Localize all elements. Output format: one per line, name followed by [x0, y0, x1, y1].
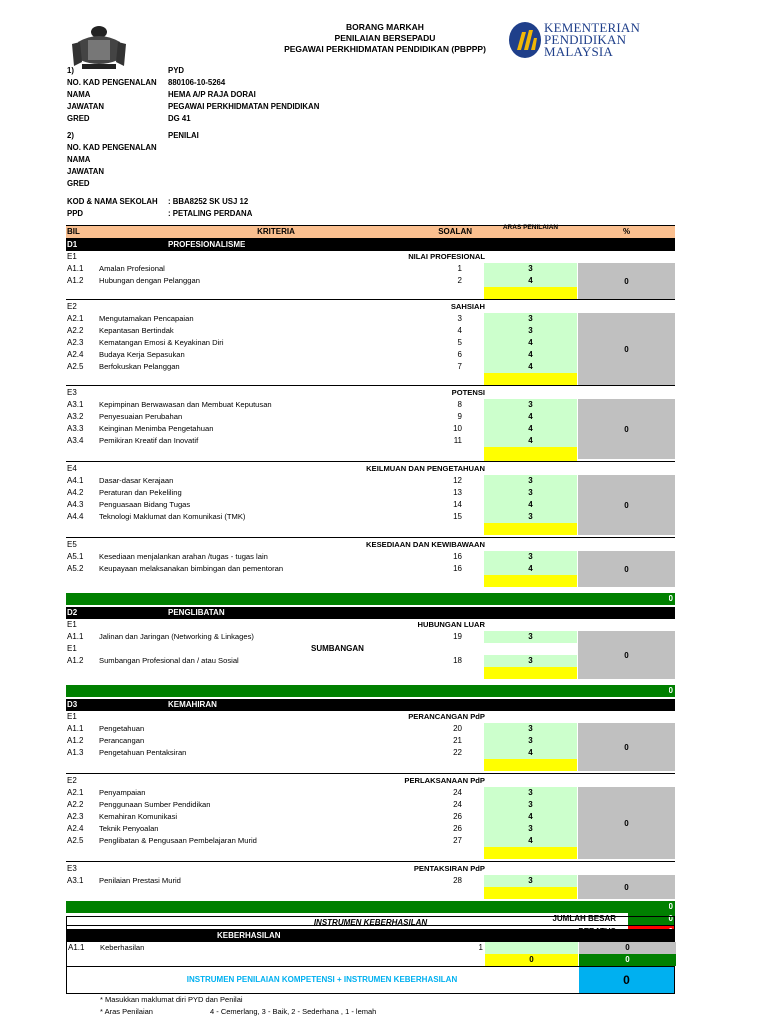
- subsection-percent: 0: [578, 263, 675, 299]
- row-question: 3: [457, 314, 462, 323]
- subsection-percent: 0: [578, 875, 675, 899]
- pyd-number: 1): [67, 66, 74, 75]
- row-question: 1: [478, 943, 483, 952]
- logo-text-1: KEMENTERIAN: [544, 20, 641, 35]
- row-bil: A1.1: [68, 943, 85, 952]
- penilai-role: PENILAI: [168, 131, 199, 140]
- row-question: 13: [453, 488, 462, 497]
- d3-total-row: [66, 901, 675, 913]
- row-question: 7: [457, 362, 462, 371]
- col-kriteria: KRITERIA: [257, 227, 295, 236]
- subsection-code: E1: [67, 252, 77, 261]
- row-criteria: Pemikiran Kreatif dan Inovatif: [99, 436, 199, 445]
- row-score-input[interactable]: 3: [484, 875, 577, 887]
- row-question: 8: [457, 400, 462, 409]
- subsection-code: E2: [67, 302, 77, 311]
- row-criteria: Berfokuskan Pelanggan: [99, 362, 180, 371]
- d2-total-row: [66, 685, 675, 697]
- row-question: 5: [457, 338, 462, 347]
- row-score-input[interactable]: 3: [484, 487, 577, 499]
- section-d3-row: [66, 699, 675, 711]
- score-table: [66, 225, 675, 938]
- d1-e1-block: [66, 251, 675, 299]
- subtotal-cell: [484, 373, 577, 385]
- subsection-percent: 0: [578, 399, 675, 459]
- section-code: D3: [67, 700, 78, 709]
- subtotal-cell: [484, 287, 577, 299]
- d1-total-value: 0: [668, 594, 673, 603]
- row-criteria: Kematangan Emosi & Keyakinan Diri: [99, 338, 224, 347]
- table-header-row: [66, 225, 675, 239]
- row-bil: A4.3: [67, 500, 84, 509]
- row-bil: A2.2: [67, 326, 84, 335]
- note-2: * Aras Penilaian: [100, 1007, 153, 1016]
- keberhasilan-title: INSTRUMEN KEBERHASILAN: [67, 917, 674, 930]
- row-score-input[interactable]: 4: [484, 337, 577, 349]
- keberhasilan-subtotal-row: [67, 954, 674, 966]
- row-question: 12: [453, 476, 462, 485]
- row-criteria: Penyampaian: [99, 788, 146, 797]
- row-score-input[interactable]: 3: [484, 787, 577, 799]
- row-bil: A2.1: [67, 314, 84, 323]
- keberhasilan-section-row: [67, 930, 674, 942]
- row-question: 6: [457, 350, 462, 359]
- ppd-value[interactable]: : PETALING PERDANA: [168, 209, 253, 218]
- row-score-input[interactable]: 4: [484, 275, 577, 287]
- form-subtitle: PENILAIAN BERSEPADU: [334, 33, 436, 43]
- row-criteria: Kesediaan menjalankan arahan /tugas - tugas lain: [99, 552, 268, 561]
- row-criteria: Penggunaan Sumber Pendidikan: [99, 800, 211, 809]
- pyd-post-label: JAWATAN: [67, 102, 104, 111]
- row-bil: A3.1: [67, 876, 84, 885]
- row-score-input[interactable]: 3: [484, 399, 577, 411]
- penilai-name-label: NAMA: [67, 155, 91, 164]
- row-bil: A3.1: [67, 400, 84, 409]
- row-bil: A1.2: [67, 276, 84, 285]
- row-score-input[interactable]: 3: [484, 551, 577, 563]
- row-score-input[interactable]: 3: [484, 823, 577, 835]
- subsection-title: PERANCANGAN PdP: [408, 712, 485, 721]
- row-bil: A1.1: [67, 264, 84, 273]
- note-3: 4 - Cemerlang, 3 - Baik, 2 - Sederhana , 1 - lemah: [210, 1007, 377, 1016]
- subsection-code: E1: [67, 620, 77, 629]
- pyd-ic-value[interactable]: 880106-10-5264: [168, 78, 226, 87]
- subsection-title: SAHSIAH: [450, 302, 485, 311]
- pyd-grade-value[interactable]: DG 41: [168, 114, 191, 123]
- row-question: 21: [453, 736, 462, 745]
- note-1: * Masukkan maklumat diri PYD dan Penilai: [100, 995, 243, 1004]
- keberhasilan-yellow: 0: [485, 954, 578, 966]
- subtotal-cell: [484, 847, 577, 859]
- subsection-percent: 0: [578, 787, 675, 859]
- notes: [100, 994, 377, 1018]
- row-bil: A2.1: [67, 788, 84, 797]
- row-bil: A4.1: [67, 476, 84, 485]
- row-score-input[interactable]: 3: [484, 799, 577, 811]
- row-score-input[interactable]: 4: [484, 563, 577, 575]
- row-score-input[interactable]: 4: [484, 499, 577, 511]
- subsection-title: SUMBANGAN: [311, 644, 364, 653]
- row-criteria: Kepantasan Bertindak: [99, 326, 174, 335]
- subsection-title: KESEDIAAN DAN KEWIBAWAAN: [366, 540, 485, 549]
- row-score-input[interactable]: 4: [484, 747, 577, 759]
- row-score-input[interactable]: 3: [484, 735, 577, 747]
- row-criteria: Hubungan dengan Pelanggan: [99, 276, 200, 285]
- row-bil: A2.3: [67, 812, 84, 821]
- subsection-percent: 0: [578, 313, 675, 385]
- row-criteria: Kepimpinan Berwawasan dan Membuat Keputusan: [99, 400, 272, 409]
- penilai-number: 2): [67, 131, 74, 140]
- row-question: 22: [453, 748, 462, 757]
- d1-e4-block: [66, 463, 675, 535]
- section-title: PENGLIBATAN: [168, 608, 225, 617]
- row-score-input[interactable]: 3: [484, 655, 577, 667]
- subtotal-cell: [484, 447, 577, 461]
- row-bil: A2.5: [67, 836, 84, 845]
- d1-e3-block: [66, 387, 675, 459]
- row-question: 15: [453, 512, 462, 521]
- combined-row: [67, 966, 674, 993]
- row-question: 16: [453, 564, 462, 573]
- row-bil: A3.3: [67, 424, 84, 433]
- section-title: KEMAHIRAN: [168, 700, 217, 709]
- keberhasilan-value: 0: [579, 942, 676, 954]
- subsection-code: E4: [67, 464, 77, 473]
- d2-total-value: 0: [668, 686, 673, 695]
- subsection-title: HUBUNGAN LUAR: [417, 620, 485, 629]
- pyd-name-label: NAMA: [67, 90, 91, 99]
- ppd-label: PPD: [67, 209, 84, 218]
- subtotal-cell: [484, 667, 577, 679]
- subsection-title: PERLAKSANAAN PdP: [404, 776, 485, 785]
- subsection-code: E3: [67, 388, 77, 397]
- row-criteria: Perancangan: [99, 736, 145, 745]
- pyd-ic-label: NO. KAD PENGENALAN: [67, 78, 157, 87]
- row-bil: A1.2: [67, 656, 84, 665]
- row-score-input[interactable]: 3: [484, 325, 577, 337]
- penilai-post-label: JAWATAN: [67, 167, 104, 176]
- row-score-input[interactable]: 3: [484, 723, 577, 735]
- school-label: KOD & NAMA SEKOLAH: [67, 197, 158, 206]
- subsection-percent: 0: [578, 723, 675, 771]
- d1-e5-block: [66, 539, 675, 587]
- section-title: PROFESIONALISME: [168, 240, 246, 249]
- col-soalan: SOALAN: [438, 227, 472, 236]
- row-question: 11: [453, 436, 462, 445]
- row-question: 20: [453, 724, 462, 733]
- form-subtitle-2: PEGAWAI PERKHIDMATAN PENDIDIKAN (PBPPP): [284, 44, 486, 54]
- row-criteria: Kemahiran Komunikasi: [99, 812, 178, 821]
- grand-total-label: JUMLAH BESAR: [552, 914, 616, 923]
- row-bil: A1.1: [67, 632, 84, 641]
- row-bil: A2.4: [67, 824, 84, 833]
- d3-e3-block: [66, 863, 675, 899]
- form-title: BORANG MARKAH: [346, 22, 424, 32]
- row-bil: A5.1: [67, 552, 84, 561]
- table-row: [67, 942, 674, 954]
- divider: [66, 537, 675, 538]
- row-criteria: Keupayaan melaksanakan bimbingan dan pementoran: [99, 564, 284, 573]
- keberhasilan-table: [66, 916, 675, 994]
- row-criteria: Peraturan dan Pekeliling: [99, 488, 182, 497]
- row-criteria: Penglibatan & Pengusaan Pembelajaran Murid: [99, 836, 257, 845]
- row-question: 16: [453, 552, 462, 561]
- pyd-grade-label: GRED: [67, 114, 90, 123]
- kpm-emblem-icon: [508, 20, 542, 60]
- row-criteria: Penyesuaian Perubahan: [99, 412, 183, 421]
- row-bil: A3.2: [67, 412, 84, 421]
- row-score-input[interactable]: 3: [484, 475, 577, 487]
- subsection-title: KEILMUAN DAN PENGETAHUAN: [366, 464, 485, 473]
- row-bil: A2.4: [67, 350, 84, 359]
- combined-label: INSTRUMEN PENILAIAN KOMPETENSI + INSTRUMEN KEBERHASILAN: [186, 975, 458, 984]
- subtotal-cell: [484, 575, 577, 587]
- row-score-input[interactable]: 4: [484, 411, 577, 423]
- row-criteria: Budaya Kerja Sepasukan: [99, 350, 185, 359]
- row-bil: A4.4: [67, 512, 84, 521]
- row-question: 27: [453, 836, 462, 845]
- d2-block: [66, 619, 675, 679]
- row-question: 24: [453, 788, 462, 797]
- subsection-code: E3: [67, 864, 77, 873]
- subsection-title: NILAI PROFESIONAL: [408, 252, 485, 261]
- row-bil: A5.2: [67, 564, 84, 573]
- row-score-input[interactable]: 4: [484, 835, 577, 847]
- row-question: 10: [453, 424, 462, 433]
- row-question: 19: [453, 632, 462, 641]
- logo-text-3: MALAYSIA: [544, 44, 614, 59]
- combined-value: 0: [579, 967, 674, 993]
- row-score-input[interactable]: 4: [484, 811, 577, 823]
- row-question: 14: [453, 500, 462, 509]
- d1-e2-block: [66, 301, 675, 385]
- keberhasilan-input[interactable]: [485, 942, 578, 954]
- subtotal-cell: [484, 759, 577, 771]
- keberhasilan-section: KEBERHASILAN: [217, 931, 281, 940]
- row-bil: A3.4: [67, 436, 84, 445]
- divider: [66, 299, 675, 300]
- row-question: 4: [457, 326, 462, 335]
- row-bil: A2.3: [67, 338, 84, 347]
- row-bil: A2.2: [67, 800, 84, 809]
- col-pct: %: [622, 227, 631, 236]
- row-criteria: Jalinan dan Jaringan (Networking & Linkages): [99, 632, 254, 641]
- row-criteria: Keberhasilan: [100, 943, 145, 952]
- row-bil: A1.2: [67, 736, 84, 745]
- row-score-input[interactable]: 4: [484, 435, 577, 447]
- d3-e1-block: [66, 711, 675, 771]
- section-d2-row: [66, 607, 675, 619]
- grand-total-value: 0: [628, 913, 675, 925]
- school-value[interactable]: : BBA8252 SK USJ 12: [168, 197, 249, 206]
- subsection-code: E5: [67, 540, 77, 549]
- row-score-input[interactable]: 3: [484, 511, 577, 523]
- row-criteria: Teknik Penyoalan: [99, 824, 159, 833]
- d1-total-row: [66, 593, 675, 605]
- row-question: 28: [453, 876, 462, 885]
- section-d1-row: [66, 239, 675, 251]
- malaysia-crest-icon: [68, 22, 130, 72]
- kpm-logo: [508, 20, 648, 62]
- row-bil: A2.5: [67, 362, 84, 371]
- subsection-title: PENTAKSIRAN PdP: [413, 864, 485, 873]
- penilai-ic-label: NO. KAD PENGENALAN: [67, 143, 157, 152]
- row-criteria: Pengetahuan: [99, 724, 145, 733]
- subtotal-cell: [484, 523, 577, 535]
- subsection-percent: 0: [578, 475, 675, 535]
- d3-total-value: 0: [668, 902, 673, 911]
- row-question: 2: [457, 276, 462, 285]
- keberhasilan-green: 0: [579, 954, 676, 966]
- pyd-role: PYD: [168, 66, 185, 75]
- row-question: 24: [453, 800, 462, 809]
- subsection-percent: 0: [578, 631, 675, 679]
- row-criteria: Dasar-dasar Kerajaan: [99, 476, 174, 485]
- row-criteria: Amalan Profesional: [99, 264, 165, 273]
- pyd-name-value[interactable]: HEMA A/P RAJA DORAI: [168, 90, 256, 99]
- row-question: 1: [457, 264, 462, 273]
- row-score-input[interactable]: 3: [484, 631, 577, 643]
- d3-e2-block: [66, 775, 675, 859]
- row-question: 18: [453, 656, 462, 665]
- divider: [66, 773, 675, 774]
- row-criteria: Keinginan Menimba Pengetahuan: [99, 424, 214, 433]
- row-bil: A4.2: [67, 488, 84, 497]
- subsection-code: E1: [67, 644, 77, 653]
- subsection-code: E1: [67, 712, 77, 721]
- logo-text-2: PENDIDIKAN: [544, 32, 627, 47]
- pyd-post-value[interactable]: PEGAWAI PERKHIDMATAN PENDIDIKAN: [168, 102, 320, 111]
- divider: [66, 861, 675, 862]
- divider: [66, 385, 675, 386]
- subsection-title: POTENSI: [451, 388, 485, 397]
- subtotal-cell: [484, 887, 577, 899]
- row-score-input[interactable]: 4: [484, 349, 577, 361]
- row-question: 26: [453, 824, 462, 833]
- row-criteria: Penilaian Prestasi Murid: [99, 876, 181, 885]
- row-score-input[interactable]: 4: [484, 423, 577, 435]
- subsection-percent: 0: [578, 551, 675, 587]
- row-score-input[interactable]: 3: [484, 263, 577, 275]
- col-aras: ARAS PENILAIAN: [502, 224, 559, 231]
- row-criteria: Pengetahuan Pentaksiran: [99, 748, 187, 757]
- row-bil: A1.1: [67, 724, 84, 733]
- row-criteria: Penguasaan Bidang Tugas: [99, 500, 191, 509]
- row-criteria: Teknologi Maklumat dan Komunikasi (TMK): [99, 512, 246, 521]
- row-criteria: Sumbangan Profesional dan / atau Sosial: [99, 656, 239, 665]
- penilai-grade-label: GRED: [67, 179, 90, 188]
- row-question: 9: [457, 412, 462, 421]
- divider: [66, 461, 675, 462]
- row-question: 26: [453, 812, 462, 821]
- row-score-input[interactable]: 3: [484, 313, 577, 325]
- section-code: D2: [67, 608, 78, 617]
- section-code: D1: [67, 240, 78, 249]
- row-score-input[interactable]: 4: [484, 361, 577, 373]
- subsection-code: E2: [67, 776, 77, 785]
- col-bil: BIL: [67, 227, 80, 236]
- row-criteria: Mengutamakan Pencapaian: [99, 314, 194, 323]
- row-bil: A1.3: [67, 748, 84, 757]
